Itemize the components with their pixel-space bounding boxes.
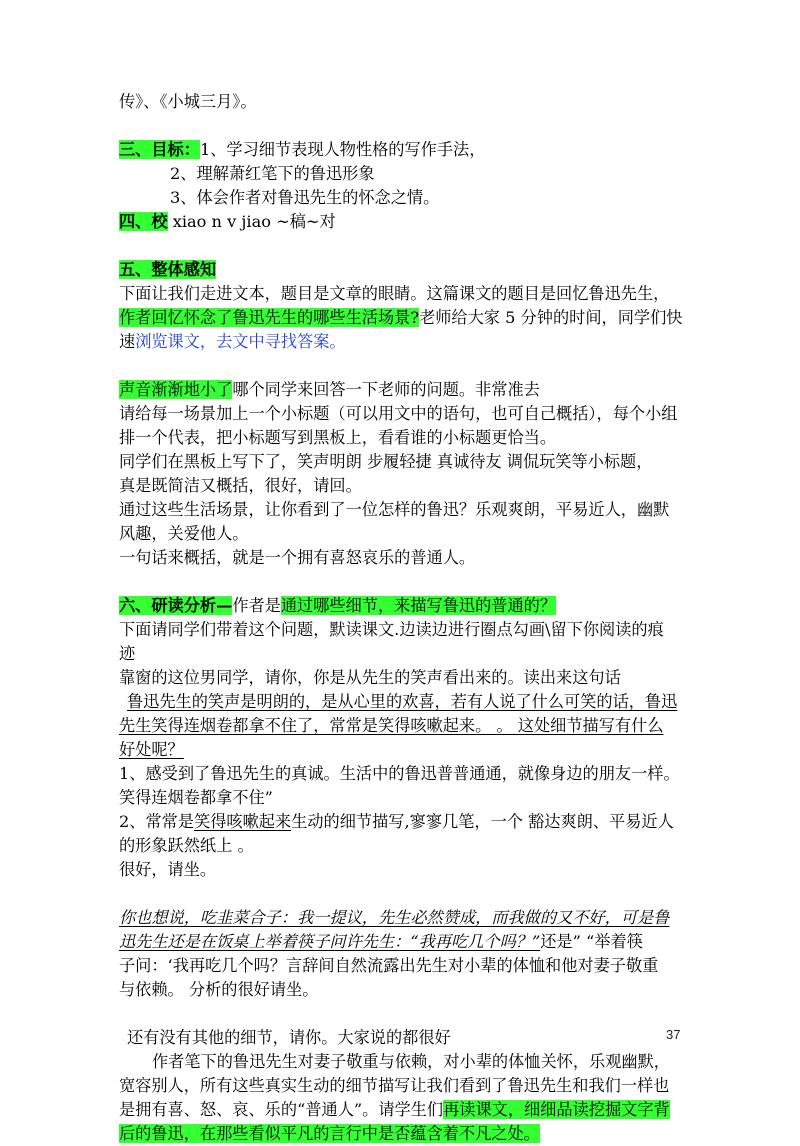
goals-line-1 (119, 138, 689, 162)
text: 的形象跃然纸上 。 (119, 836, 254, 855)
text-line (119, 402, 689, 426)
section6-heading: 六、研读分析— (119, 596, 233, 615)
text: 作者笔下的鲁迅先生对妻子敬重与依赖，对小辈的体恤关怀，乐观幽默， (152, 1052, 670, 1071)
text: 宽容别人，所有这些真实生动的细节描写让我们看到了鲁迅先生和我们一样也 (119, 1076, 670, 1095)
text: 作者是 (232, 596, 281, 615)
text-line (119, 810, 689, 834)
text: 还有没有其他的细节，请你。大家说的都很好 (127, 1028, 451, 1047)
text: 很好，请坐。 (119, 860, 217, 879)
text-line (119, 378, 689, 402)
text-line (119, 762, 689, 786)
text-line (119, 1050, 689, 1074)
goals-heading: 三、目标： (119, 140, 200, 159)
text: 老师给大家 5 分钟的时间，同学们快 (419, 308, 683, 327)
page-number: 37 (666, 1027, 681, 1042)
text-line (119, 690, 689, 714)
text: 迹 (119, 644, 136, 663)
text-line (119, 954, 689, 978)
text-line (119, 858, 689, 882)
text-line (119, 1026, 689, 1050)
text-line (119, 330, 689, 354)
text: 传》、《小城三月》。 (119, 92, 257, 111)
goals-line-3 (119, 186, 689, 210)
text-line (119, 978, 689, 1002)
highlight-text: 通过哪些细节，来描写鲁迅的普通的？ (280, 596, 557, 615)
text-line (119, 1074, 689, 1098)
text-line (119, 834, 689, 858)
text-line (119, 522, 689, 546)
text: 1、学习细节表现人物性格的写作手法， (199, 140, 486, 159)
text-line (119, 90, 689, 114)
text: 靠窗的这位男同学，请你，你是从先生的笑声看出来的。读出来这句话 (119, 668, 621, 687)
text: xiao n v jiao ~稿~对 (167, 212, 336, 231)
section6-heading-line (119, 594, 689, 618)
text: 还是” “举着筷 (540, 932, 643, 951)
text-line (119, 618, 689, 642)
text: 请给每一场景加上一个小标题（可以用文中的语句，也可自己概括），每个小组 (119, 404, 678, 423)
text: 是拥有喜、怒、哀、乐的“普通人”。请学生们 (119, 1100, 444, 1119)
highlight-text: 后的鲁迅，在那些看似平凡的言行中是否蕴含着不凡之处。 (119, 1124, 540, 1143)
underlined-text: 鲁迅先生的笑声是明朗的，是从心里的欢喜，若有人说了什么可笑的话，鲁迅 (127, 692, 678, 711)
text-line (119, 474, 689, 498)
text: 3、体会作者对鲁迅先生的怀念之情。 (170, 188, 440, 207)
document-body (119, 90, 689, 1146)
text-line (119, 906, 689, 930)
highlight-text: 声音渐渐地小了 (119, 380, 233, 399)
underlined-text: 笑得咳嗽起来 (194, 812, 292, 831)
text-line (119, 714, 689, 738)
text: 与依赖。 分析的很好请坐。 (119, 980, 319, 999)
jiao-line (119, 210, 689, 234)
text-line (119, 306, 689, 330)
italic-text: 你也想说，吃韭菜合子：我一提议，先生必然赞成，而我做的又不好，可是鲁 (119, 908, 670, 927)
jiao-heading: 四、校 (119, 212, 168, 231)
underlined-text: 先生笑得连烟卷都拿不住了，常常是笑得咳嗽起来。 。 这处细节描写有什么 (119, 716, 664, 735)
text-line (119, 282, 689, 306)
goals-line-2 (119, 162, 689, 186)
text-line (119, 666, 689, 690)
text-line (119, 498, 689, 522)
text-line (119, 1098, 689, 1122)
text: 子问：‘我再吃几个吗？言辞间自然流露出先生对小辈的体恤和他对妻子敬重 (119, 956, 659, 975)
highlight-text: 再读课文，细细品读挖掘文字背 (443, 1100, 670, 1119)
text: 速 (119, 332, 136, 351)
text: 排一个代表，把小标题写到黑板上，看看谁的小标题更恰当。 (119, 428, 557, 447)
underlined-text: 好处呢？ (119, 740, 184, 759)
text-line (119, 642, 689, 666)
text: 下面让我们走进文本，题目是文章的眼睛。这篇课文的题目是回忆鲁迅先生， (119, 284, 670, 303)
text: 2、理解萧红笔下的鲁迅形象 (170, 164, 375, 183)
text: 哪个同学来回答一下老师的问题。非常准去 (232, 380, 540, 399)
text: 风趣，关爱他人。 (119, 524, 249, 543)
text: 真是既简洁又概括，很好，请回。 (119, 476, 362, 495)
text: 通过这些生活场景，让你看到了一位怎样的鲁迅？乐观爽朗，平易近人，幽默 (119, 500, 670, 519)
text: 同学们在黑板上写下了，笑声明朗 步履轻捷 真诚待友 调侃玩笑等小标题， (119, 452, 653, 471)
text-line (119, 738, 689, 762)
text: 生动的细节描写,寥寥几笔，一个 豁达爽朗、平易近人 (291, 812, 674, 831)
section5-heading-line (119, 258, 689, 282)
text-line (119, 546, 689, 570)
section5-heading: 五、整体感知 (119, 260, 217, 279)
text-line (119, 786, 689, 810)
text: 2、常常是 (119, 812, 195, 831)
text-line (119, 450, 689, 474)
italic-text: 迅先生还是在饭桌上举着筷子问许先生：“我再吃几个吗？” (119, 932, 541, 951)
blue-text: 浏览课文，去文中寻找答案。 (135, 332, 346, 351)
text: 一句话来概括，就是一个拥有喜怒哀乐的普通人。 (119, 548, 476, 567)
text-line (119, 426, 689, 450)
text: 笑得连烟卷都拿不住” (119, 788, 273, 807)
text: 下面请同学们带着这个问题，默读课文.边读边进行圈点勾画\留下你阅读的痕 (119, 620, 664, 639)
text-line (119, 1122, 689, 1146)
text-line (119, 930, 689, 954)
highlight-text: 作者回忆怀念了鲁迅先生的哪些生活场景? (119, 308, 420, 327)
text: 1、感受到了鲁迅先生的真诚。生活中的鲁迅普普通通，就像身边的朋友一样。 (119, 764, 680, 783)
